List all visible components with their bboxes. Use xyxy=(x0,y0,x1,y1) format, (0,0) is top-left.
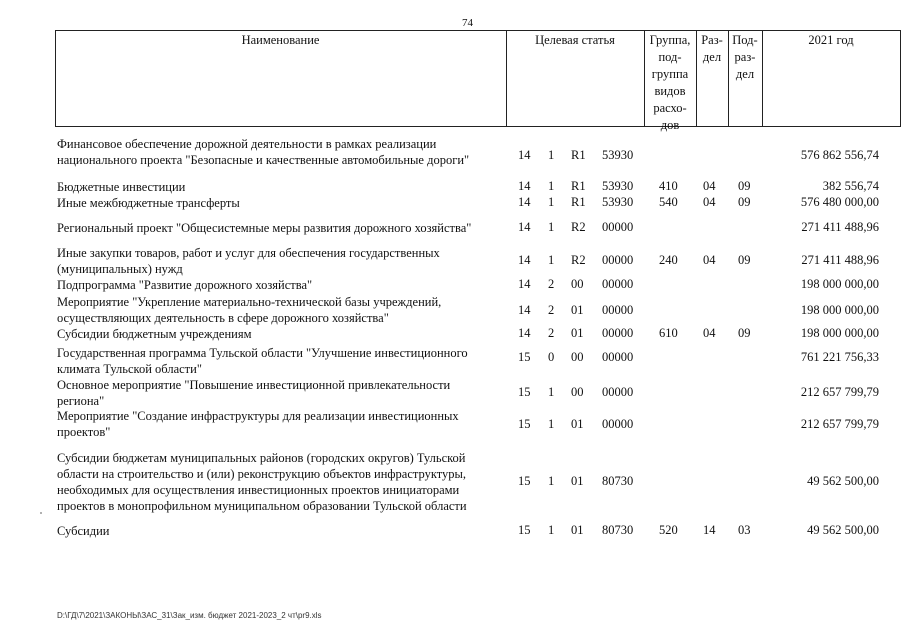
code-program: 15 xyxy=(518,350,531,364)
section-code: 04 xyxy=(703,326,716,340)
row-name: Подпрограмма "Развитие дорожного хозяйства" xyxy=(57,278,313,292)
code-event: R1 xyxy=(571,195,586,209)
code-event: 01 xyxy=(571,303,584,317)
code-event: 01 xyxy=(571,326,584,340)
code-event: R2 xyxy=(571,220,586,234)
table-row xyxy=(57,294,887,326)
code-program: 15 xyxy=(518,417,531,431)
file-path-footer: D:\ГД\7\2021\ЗАКОНЫ\ЗАС_31\Зак_изм. бюджет 2021-2023_2 чт\pr9.xls xyxy=(57,611,322,620)
table-row xyxy=(57,195,887,211)
row-name: Мероприятие "Создание инфраструктуры для реализации инвестиционных проектов" xyxy=(57,409,459,439)
code-subprogram: 2 xyxy=(548,277,555,291)
row-name: Государственная программа Тульской области "Улучшение инвестиционного климата Тульской области" xyxy=(57,346,468,376)
code-direction: 00000 xyxy=(602,350,634,364)
section-code: 04 xyxy=(703,195,716,209)
code-direction: 53930 xyxy=(602,148,634,162)
code-direction: 00000 xyxy=(602,277,634,291)
row-name: Субсидии xyxy=(57,524,110,538)
header-subsection: Под- раз- дел xyxy=(732,33,758,81)
row-name: Иные межбюджетные трансферты xyxy=(57,196,240,210)
table-row xyxy=(57,345,887,377)
amount-2021: 271 411 488,96 xyxy=(801,253,879,267)
expense-group: 520 xyxy=(659,523,678,537)
amount-2021: 576 862 556,74 xyxy=(800,148,879,162)
subsection-code: 09 xyxy=(738,179,751,193)
code-direction: 53930 xyxy=(602,179,634,193)
row-name: Бюджетные инвестиции xyxy=(57,180,186,194)
table-row xyxy=(57,179,887,195)
code-subprogram: 0 xyxy=(548,350,555,364)
code-direction: 00000 xyxy=(602,253,634,267)
subsection-code: 03 xyxy=(738,523,751,537)
code-subprogram: 1 xyxy=(548,220,555,234)
row-name: Мероприятие "Укрепление материально-технической базы учреждений, осуществляющих деятельность в сфере дорожного хозяйства" xyxy=(57,295,442,325)
code-event: R1 xyxy=(571,148,586,162)
code-direction: 80730 xyxy=(602,474,634,488)
code-event: 00 xyxy=(571,277,584,291)
row-name: Региональный проект "Общесистемные меры развития дорожного хозяйства" xyxy=(57,221,472,235)
code-subprogram: 1 xyxy=(548,148,555,162)
code-program: 14 xyxy=(518,179,531,193)
code-event: R2 xyxy=(571,253,586,267)
code-direction: 00000 xyxy=(602,326,634,340)
row-name: Субсидии бюджетам муниципальных районов (городских округов) Тульской области на строительство и (или) реконструкцию объектов инфраструктуры, необходимых для осуществления инвестиционных проектов инициаторами проектов в монопрофильном муниципальном образовании Тульской области xyxy=(57,451,467,513)
code-subprogram: 1 xyxy=(548,474,555,488)
table-row xyxy=(57,377,887,409)
amount-2021: 761 221 756,33 xyxy=(800,350,879,364)
scan-speck xyxy=(40,512,42,514)
subsection-code: 09 xyxy=(738,253,751,267)
code-event: 00 xyxy=(571,350,584,364)
amount-2021: 382 556,74 xyxy=(822,179,879,193)
code-program: 15 xyxy=(518,523,531,537)
header-name: Наименование xyxy=(241,33,320,47)
code-program: 14 xyxy=(518,148,531,162)
row-name: Иные закупки товаров, работ и услуг для обеспечения государственных (муниципальных) нужд xyxy=(57,246,440,276)
code-program: 14 xyxy=(518,253,531,267)
amount-2021: 198 000 000,00 xyxy=(800,277,879,291)
code-event: 00 xyxy=(571,385,584,399)
code-direction: 00000 xyxy=(602,220,634,234)
table-row xyxy=(57,450,887,514)
code-subprogram: 1 xyxy=(548,417,555,431)
code-direction: 53930 xyxy=(602,195,634,209)
code-program: 15 xyxy=(518,385,531,399)
page-number: 74 xyxy=(462,17,473,29)
amount-2021: 49 562 500,00 xyxy=(807,523,879,537)
code-subprogram: 1 xyxy=(548,195,555,209)
code-direction: 80730 xyxy=(602,523,634,537)
expense-group: 540 xyxy=(659,195,678,209)
amount-2021: 198 000 000,00 xyxy=(800,303,879,317)
code-direction: 00000 xyxy=(602,385,634,399)
code-program: 14 xyxy=(518,195,531,209)
row-name: Финансовое обеспечение дорожной деятельности в рамках реализации национального проекта "Безопасные и качественные автомобильные дороги" xyxy=(57,137,470,167)
row-name: Основное мероприятие "Повышение инвестиционной привлекательности региона" xyxy=(57,378,451,408)
expense-group: 240 xyxy=(659,253,678,267)
code-event: 01 xyxy=(571,523,584,537)
code-subprogram: 2 xyxy=(548,303,555,317)
amount-2021: 49 562 500,00 xyxy=(807,474,879,488)
table-row xyxy=(57,220,887,236)
amount-2021: 212 657 799,79 xyxy=(800,417,879,431)
amount-2021: 576 480 000,00 xyxy=(800,195,879,209)
expense-group: 410 xyxy=(659,179,678,193)
header-section: Раз- дел xyxy=(701,33,723,64)
code-direction: 00000 xyxy=(602,417,634,431)
code-event: 01 xyxy=(571,417,584,431)
subsection-code: 09 xyxy=(738,326,751,340)
section-code: 04 xyxy=(703,253,716,267)
amount-2021: 198 000 000,00 xyxy=(800,326,879,340)
code-program: 14 xyxy=(518,303,531,317)
code-program: 14 xyxy=(518,220,531,234)
code-subprogram: 1 xyxy=(548,523,555,537)
table-row xyxy=(57,408,887,440)
code-program: 14 xyxy=(518,277,531,291)
section-code: 04 xyxy=(703,179,716,193)
section-code: 14 xyxy=(703,523,716,537)
subsection-code: 09 xyxy=(738,195,751,209)
code-subprogram: 2 xyxy=(548,326,555,340)
table-row xyxy=(57,245,887,277)
amount-2021: 271 411 488,96 xyxy=(801,220,879,234)
code-event: 01 xyxy=(571,474,584,488)
table-row xyxy=(57,523,887,539)
table-row xyxy=(57,277,887,293)
code-direction: 00000 xyxy=(602,303,634,317)
table-row xyxy=(57,136,887,170)
row-name: Субсидии бюджетным учреждениям xyxy=(57,327,252,341)
code-subprogram: 1 xyxy=(548,179,555,193)
expense-group: 610 xyxy=(659,326,678,340)
code-program: 14 xyxy=(518,326,531,340)
amount-2021: 212 657 799,79 xyxy=(800,385,879,399)
code-program: 15 xyxy=(518,474,531,488)
code-subprogram: 1 xyxy=(548,385,555,399)
code-event: R1 xyxy=(571,179,586,193)
code-subprogram: 1 xyxy=(548,253,555,267)
header-expense-group: Группа, под- группа видов расхо- дов xyxy=(649,33,691,132)
header-target-article: Целевая статья xyxy=(535,33,615,47)
table-row xyxy=(57,326,887,342)
header-year: 2021 год xyxy=(808,33,854,47)
table-header xyxy=(55,30,901,132)
